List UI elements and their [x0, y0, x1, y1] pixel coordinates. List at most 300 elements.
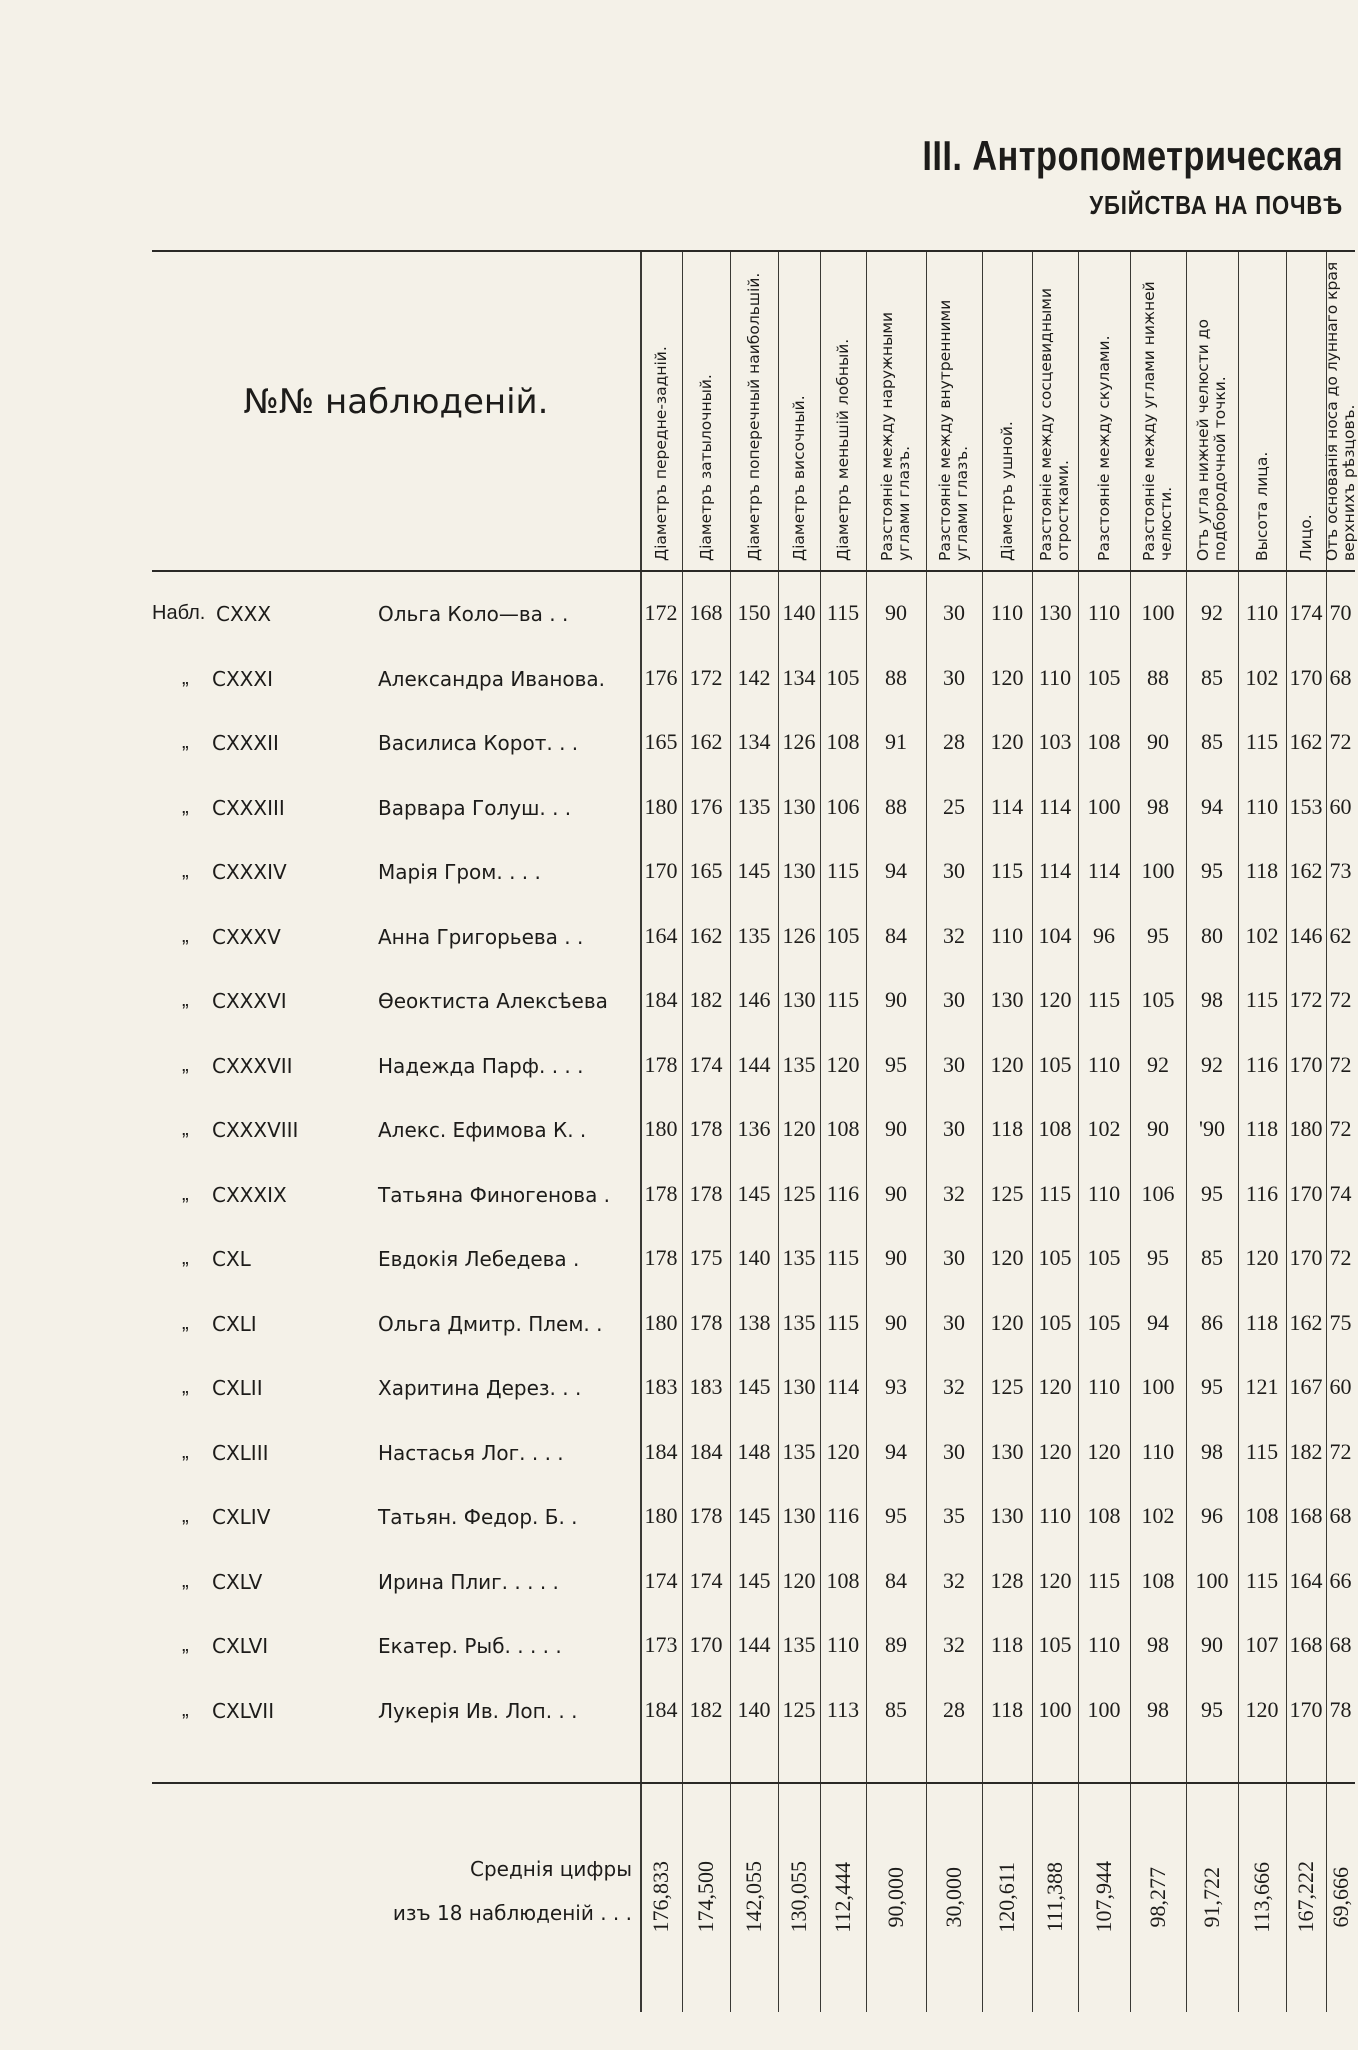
table-cell: 114: [1038, 858, 1072, 883]
table-cell: 120: [990, 1051, 1024, 1077]
table-cell: 120: [1038, 1567, 1072, 1593]
table-cell: 115: [1245, 1438, 1279, 1464]
column-header: [730, 252, 778, 570]
table-cell: 110: [1087, 600, 1121, 625]
table-cell: 68: [1329, 1503, 1352, 1528]
column-header: [640, 252, 682, 570]
table-cell: 162: [1289, 729, 1323, 754]
average-cell: [1078, 1797, 1130, 1997]
table-cell: 72: [1329, 1438, 1352, 1464]
average-value: 142,055: [741, 1861, 766, 1933]
table-cell: 178: [689, 1180, 723, 1206]
average-value: 112,444: [830, 1861, 855, 1933]
column-divider: [730, 252, 731, 2012]
row-prefix: „: [182, 860, 189, 882]
row-prefix: „: [182, 1569, 189, 1592]
table-cell: 105: [1038, 1309, 1072, 1335]
column-header: [1238, 252, 1286, 570]
table-cell: 110: [1141, 1438, 1175, 1464]
table-cell: 95: [1147, 922, 1169, 948]
table-cell: 66: [1329, 1567, 1352, 1593]
table-cell: 125: [782, 1696, 816, 1722]
table-cell: 115: [826, 1245, 860, 1270]
table-cell: 118: [990, 1696, 1024, 1722]
column-header-text: Отъ угла нижней челюсти до подбородочной точки.: [1194, 319, 1229, 561]
table-cell: 88: [885, 793, 907, 819]
table-cell: 115: [826, 600, 860, 625]
table-cell: 142: [737, 664, 771, 690]
table-row: [152, 1358, 1355, 1422]
average-value: 130,055: [786, 1861, 811, 1933]
table-cell: 116: [826, 1503, 860, 1528]
table-cell: 90: [885, 600, 907, 625]
table-cell: 110: [1245, 600, 1279, 625]
table-row: [152, 1165, 1355, 1229]
table-cell: 172: [1289, 987, 1323, 1012]
table-cell: 135: [782, 1309, 816, 1335]
table-cell: 115: [1087, 987, 1121, 1012]
table-cell: 102: [1245, 922, 1279, 948]
table-cell: 118: [990, 1632, 1024, 1657]
column-header-text: Высота лица.: [1252, 451, 1271, 561]
table-cell: 130: [990, 1503, 1024, 1528]
table-cell: 115: [990, 858, 1024, 883]
row-name: Алекс. Ефимова К. .: [378, 1118, 587, 1142]
table-cell: 110: [826, 1632, 860, 1657]
column-divider: [982, 252, 983, 2012]
table-cell: 72: [1329, 1245, 1352, 1270]
column-header-text: Разстояніе между наружными углами глазъ.: [878, 311, 913, 561]
table-cell: 120: [990, 1245, 1024, 1270]
row-name: Анна Григорьева . .: [378, 924, 584, 949]
table-cell: 184: [644, 987, 678, 1012]
average-value: 30,000: [941, 1866, 966, 1928]
table-cell: 98: [1147, 1696, 1169, 1722]
table-cell: 92: [1147, 1051, 1169, 1077]
average-value: 167,222: [1293, 1861, 1318, 1933]
table-cell: 130: [990, 1438, 1024, 1464]
table-cell: 180: [644, 1116, 678, 1141]
table-cell: 72: [1329, 729, 1352, 754]
table-cell: 32: [943, 922, 965, 948]
table-cell: 175: [689, 1245, 723, 1270]
table-cell: 178: [644, 1180, 678, 1206]
table-cell: 98: [1147, 793, 1169, 819]
row-prefix: „: [182, 1053, 189, 1076]
average-cell: [730, 1797, 778, 1997]
column-divider: [1326, 252, 1327, 2012]
table-cell: 167: [1289, 1374, 1323, 1399]
column-header: [1286, 252, 1326, 570]
table-cell: 103: [1038, 729, 1072, 754]
table-cell: 162: [1289, 858, 1323, 883]
column-header-text: Діаметръ поперечный наибольшій.: [744, 272, 763, 561]
table-cell: 102: [1245, 664, 1279, 690]
table-cell: 104: [1038, 922, 1072, 948]
table-cell: 115: [1038, 1180, 1072, 1206]
table-cell: 110: [1087, 1051, 1121, 1077]
column-divider: [1238, 252, 1239, 2012]
table-cell: 108: [1087, 1503, 1121, 1528]
table-cell: 116: [1245, 1051, 1279, 1077]
table-cell: 110: [1245, 793, 1279, 819]
column-header: [866, 252, 926, 570]
table-cell: 115: [1245, 729, 1279, 754]
average-value: 90,000: [883, 1866, 908, 1928]
table-cell: 105: [1087, 1245, 1121, 1270]
table-cell: 180: [644, 793, 678, 819]
table-cell: 84: [885, 1567, 907, 1593]
table-cell: 164: [644, 922, 678, 948]
table-cell: 173: [644, 1632, 678, 1657]
table-cell: 107: [1245, 1632, 1279, 1657]
table-cell: 135: [782, 1051, 816, 1077]
table-cell: 30: [943, 600, 965, 625]
row-number: CXXXIV: [212, 860, 287, 884]
table-cell: 106: [826, 793, 860, 819]
table-cell: 176: [644, 664, 678, 690]
table-cell: 135: [782, 1438, 816, 1464]
average-value: 111,388: [1042, 1862, 1067, 1932]
table-cell: 75: [1329, 1309, 1352, 1335]
table-cell: 145: [737, 1374, 771, 1399]
table-cell: 118: [1245, 1116, 1279, 1141]
table-cell: 95: [885, 1503, 907, 1528]
table-cell: 105: [826, 664, 860, 690]
column-header: [682, 252, 730, 570]
table-cell: 72: [1329, 1116, 1352, 1141]
table-cell: 130: [782, 987, 816, 1012]
average-value: 69,666: [1327, 1866, 1353, 1928]
row-prefix: Набл.: [152, 602, 206, 624]
table-cell: 120: [826, 1438, 860, 1464]
table-cell: 145: [737, 1180, 771, 1206]
table-cell: 110: [1087, 1632, 1121, 1657]
column-header: [926, 252, 982, 570]
table-cell: 138: [737, 1309, 771, 1335]
table-cell: 108: [826, 729, 860, 754]
table-cell: 183: [644, 1374, 678, 1399]
table-cell: 145: [737, 1567, 771, 1593]
table-cell: 30: [943, 1309, 965, 1335]
table-cell: 118: [990, 1116, 1024, 1141]
table-cell: 60: [1329, 793, 1352, 819]
table-cell: 148: [737, 1438, 771, 1464]
table-cell: 30: [943, 1245, 965, 1270]
average-cell: [1186, 1797, 1238, 1997]
table-cell: 102: [1087, 1116, 1121, 1141]
table-cell: 100: [1038, 1696, 1072, 1722]
table-cell: 95: [1201, 1374, 1223, 1399]
table-cell: 88: [885, 664, 907, 690]
row-name: Ирина Плиг. . . . .: [378, 1569, 559, 1594]
row-prefix: „: [182, 795, 189, 818]
table-cell: 115: [1087, 1567, 1121, 1593]
table-row: [152, 713, 1355, 777]
table-cell: 140: [737, 1245, 771, 1270]
table-row: [152, 1423, 1355, 1487]
table-row: [152, 1036, 1355, 1100]
table-cell: 120: [1038, 987, 1072, 1012]
table-cell: 174: [689, 1051, 723, 1077]
table-cell: '90: [1199, 1116, 1225, 1141]
table-cell: 125: [990, 1374, 1024, 1399]
table-cell: 28: [943, 729, 965, 754]
table-cell: 115: [1245, 1567, 1279, 1593]
table-cell: 184: [644, 1696, 678, 1722]
row-prefix: „: [182, 1376, 189, 1398]
table-cell: 120: [990, 729, 1024, 754]
row-name: Ѳеоктиста Алексѣева: [378, 989, 608, 1013]
table-cell: 92: [1201, 1051, 1223, 1077]
table-cell: 28: [943, 1696, 965, 1722]
table-cell: 95: [1201, 1180, 1223, 1206]
table-cell: 115: [826, 1309, 860, 1335]
row-prefix: „: [182, 1118, 189, 1140]
table-cell: 80: [1201, 922, 1223, 948]
table-cell: 108: [826, 1567, 860, 1593]
table-cell: 168: [1289, 1632, 1323, 1657]
table-cell: 153: [1289, 793, 1323, 819]
average-cell: [1286, 1797, 1326, 1997]
table-cell: 162: [1289, 1309, 1323, 1335]
table-cell: 116: [826, 1180, 860, 1206]
table-cell: 108: [826, 1116, 860, 1141]
column-header-text: Діаметръ ушной.: [997, 421, 1016, 561]
average-cell: [866, 1797, 926, 1997]
column-header-text: Діаметръ передне-задній.: [651, 346, 670, 561]
table-row: [152, 971, 1355, 1035]
table-cell: 30: [943, 858, 965, 883]
column-divider: [640, 252, 642, 2012]
row-name: Василиса Корот. . .: [378, 731, 579, 755]
table-cell: 90: [885, 1245, 907, 1270]
column-header-text: Діаметръ меньшій лобный.: [833, 338, 852, 561]
table-row: [152, 1552, 1355, 1616]
table-cell: 114: [826, 1374, 860, 1399]
table-cell: 110: [1087, 1180, 1121, 1206]
table-cell: 105: [1087, 664, 1121, 690]
table-cell: 100: [1141, 600, 1175, 625]
table-cell: 30: [943, 664, 965, 690]
table-row: [152, 778, 1355, 842]
table-cell: 105: [1038, 1051, 1072, 1077]
table-cell: 144: [737, 1051, 771, 1077]
table-cell: 102: [1141, 1503, 1175, 1528]
table-cell: 100: [1141, 1374, 1175, 1399]
table-cell: 120: [1087, 1438, 1121, 1464]
column-divider: [1032, 252, 1033, 2012]
table-cell: 106: [1141, 1180, 1175, 1206]
table-cell: 108: [1087, 729, 1121, 754]
row-number: CXXXVI: [212, 989, 287, 1013]
table-cell: 94: [885, 858, 907, 883]
title-block: [830, 132, 1343, 221]
table-cell: 95: [885, 1051, 907, 1077]
table-cell: 32: [943, 1632, 965, 1657]
table-cell: 100: [1195, 1567, 1229, 1593]
table-cell: 32: [943, 1180, 965, 1206]
page-title: III. Антропометрическая: [922, 132, 1343, 179]
table-cell: 95: [1147, 1245, 1169, 1270]
table-cell: 84: [885, 922, 907, 948]
average-value: 107,944: [1091, 1861, 1116, 1933]
table-cell: 128: [990, 1567, 1024, 1593]
table-cell: 146: [737, 987, 771, 1012]
row-number: CXL: [212, 1247, 251, 1271]
table-cell: 184: [644, 1438, 678, 1464]
average-value: 174,500: [693, 1861, 718, 1933]
table-cell: 170: [1289, 1051, 1323, 1077]
table-cell: 68: [1329, 1632, 1352, 1657]
row-prefix: „: [182, 666, 189, 689]
row-name: Лукерія Ив. Лоп. . .: [378, 1698, 578, 1723]
table-cell: 25: [943, 793, 965, 819]
table-cell: 121: [1245, 1374, 1279, 1399]
table-row: [152, 649, 1355, 713]
average-cell: [1032, 1797, 1078, 1997]
table-cell: 178: [644, 1051, 678, 1077]
row-name: Евдокія Лебедева .: [378, 1247, 580, 1271]
table-cell: 130: [782, 1503, 816, 1528]
average-cell: [682, 1797, 730, 1997]
table-cell: 178: [689, 1503, 723, 1528]
table-cell: 168: [689, 600, 723, 625]
table-cell: 113: [826, 1696, 860, 1722]
table-cell: 130: [1038, 600, 1072, 625]
column-divider: [926, 252, 927, 2012]
column-header: [778, 252, 820, 570]
row-number: CXLVI: [212, 1634, 269, 1658]
table-row: [152, 842, 1355, 906]
average-value: 113,666: [1249, 1861, 1274, 1933]
row-prefix: „: [182, 924, 189, 947]
table-cell: 114: [1087, 858, 1121, 883]
table-cell: 86: [1201, 1309, 1223, 1335]
table-cell: 165: [689, 858, 723, 883]
table-cell: 134: [737, 729, 771, 754]
table-cell: 90: [885, 987, 907, 1012]
table-cell: 130: [990, 987, 1024, 1012]
table-cell: 172: [644, 600, 678, 625]
table-cell: 105: [1141, 987, 1175, 1012]
table-row: [152, 1487, 1355, 1551]
table-cell: 108: [1038, 1116, 1072, 1141]
row-prefix: „: [182, 1634, 189, 1656]
table-cell: 120: [1245, 1245, 1279, 1270]
row-name: Александра Иванова.: [378, 666, 606, 691]
table-cell: 100: [1087, 1696, 1121, 1722]
column-header: [820, 252, 866, 570]
column-header-text: Діаметръ затылочный.: [696, 374, 715, 561]
table-cell: 144: [737, 1632, 771, 1657]
row-name: Екатер. Рыб. . . . .: [378, 1634, 562, 1658]
average-cell: [640, 1797, 682, 1997]
table-cell: 174: [689, 1567, 723, 1593]
table-cell: 172: [689, 664, 723, 690]
table-cell: 70: [1329, 600, 1352, 625]
table-cell: 32: [943, 1567, 965, 1593]
table-cell: 73: [1329, 858, 1352, 883]
anthropometric-table: [152, 250, 1358, 2012]
table-row: [152, 1616, 1355, 1680]
column-header-text: Разстояніе между скулами.: [1094, 335, 1113, 561]
table-cell: 120: [826, 1051, 860, 1077]
table-cell: 164: [1289, 1567, 1323, 1593]
row-prefix: „: [182, 1311, 189, 1334]
averages-label: [152, 1847, 632, 1935]
average-cell: [820, 1797, 866, 1997]
row-number: CXXXV: [212, 924, 281, 949]
table-cell: 125: [782, 1180, 816, 1206]
row-name: Настасья Лог. . . .: [378, 1440, 564, 1465]
table-cell: 72: [1329, 1051, 1352, 1077]
table-cell: 170: [1289, 664, 1323, 690]
table-cell: 165: [644, 729, 678, 754]
table-cell: 162: [689, 922, 723, 948]
table-cell: 145: [737, 1503, 771, 1528]
column-header: [1032, 252, 1078, 570]
table-cell: 176: [689, 793, 723, 819]
table-cell: 30: [943, 987, 965, 1012]
table-cell: 168: [1289, 1503, 1323, 1528]
averages-label-line2: изъ 18 наблюденій . . .: [392, 1901, 632, 1925]
table-cell: 98: [1201, 1438, 1223, 1464]
column-divider: [1078, 252, 1079, 2012]
column-header-text: Лицо.: [1296, 514, 1315, 561]
row-name: Ольга Коло—ва . .: [378, 602, 569, 626]
table-cell: 136: [737, 1116, 771, 1141]
column-header-text: Разстояніе между сосцевидными отростками.: [1037, 287, 1072, 561]
column-divider: [1130, 252, 1131, 2012]
table-cell: 90: [885, 1180, 907, 1206]
table-cell: 93: [885, 1374, 907, 1399]
row-number: CXLVII: [212, 1698, 275, 1723]
table-cell: 96: [1093, 922, 1115, 948]
row-number: CXLIII: [212, 1440, 269, 1465]
table-cell: 85: [1201, 1245, 1223, 1270]
table-cell: 130: [782, 793, 816, 819]
table-cell: 135: [737, 922, 771, 948]
row-number: CXLII: [212, 1376, 263, 1400]
table-cell: 62: [1329, 922, 1352, 948]
table-cell: 110: [1038, 1503, 1072, 1528]
row-name: Ольга Дмитр. Плем. .: [378, 1311, 603, 1336]
table-cell: 72: [1329, 987, 1352, 1012]
table-cell: 115: [826, 987, 860, 1012]
table-cell: 90: [885, 1116, 907, 1141]
table-cell: 90: [885, 1309, 907, 1335]
table-cell: 90: [1147, 1116, 1169, 1141]
table-cell: 108: [1141, 1567, 1175, 1593]
row-name: Варвара Голуш. . .: [378, 795, 572, 820]
row-number: CXXXI: [212, 666, 273, 691]
row-prefix: „: [182, 731, 189, 753]
row-name: Харитина Дерез. . .: [378, 1376, 582, 1400]
average-value: 176,833: [648, 1861, 673, 1933]
row-prefix: „: [182, 1182, 189, 1205]
column-divider: [1186, 252, 1187, 2012]
row-prefix: „: [182, 989, 189, 1011]
table-cell: 178: [644, 1245, 678, 1270]
table-cell: 78: [1329, 1696, 1352, 1722]
row-prefix: „: [182, 1505, 189, 1527]
table-cell: 174: [644, 1567, 678, 1593]
table-cell: 126: [782, 729, 816, 754]
average-cell: [1238, 1797, 1286, 1997]
table-row: [152, 1294, 1355, 1358]
row-number: CXXX: [216, 602, 272, 626]
